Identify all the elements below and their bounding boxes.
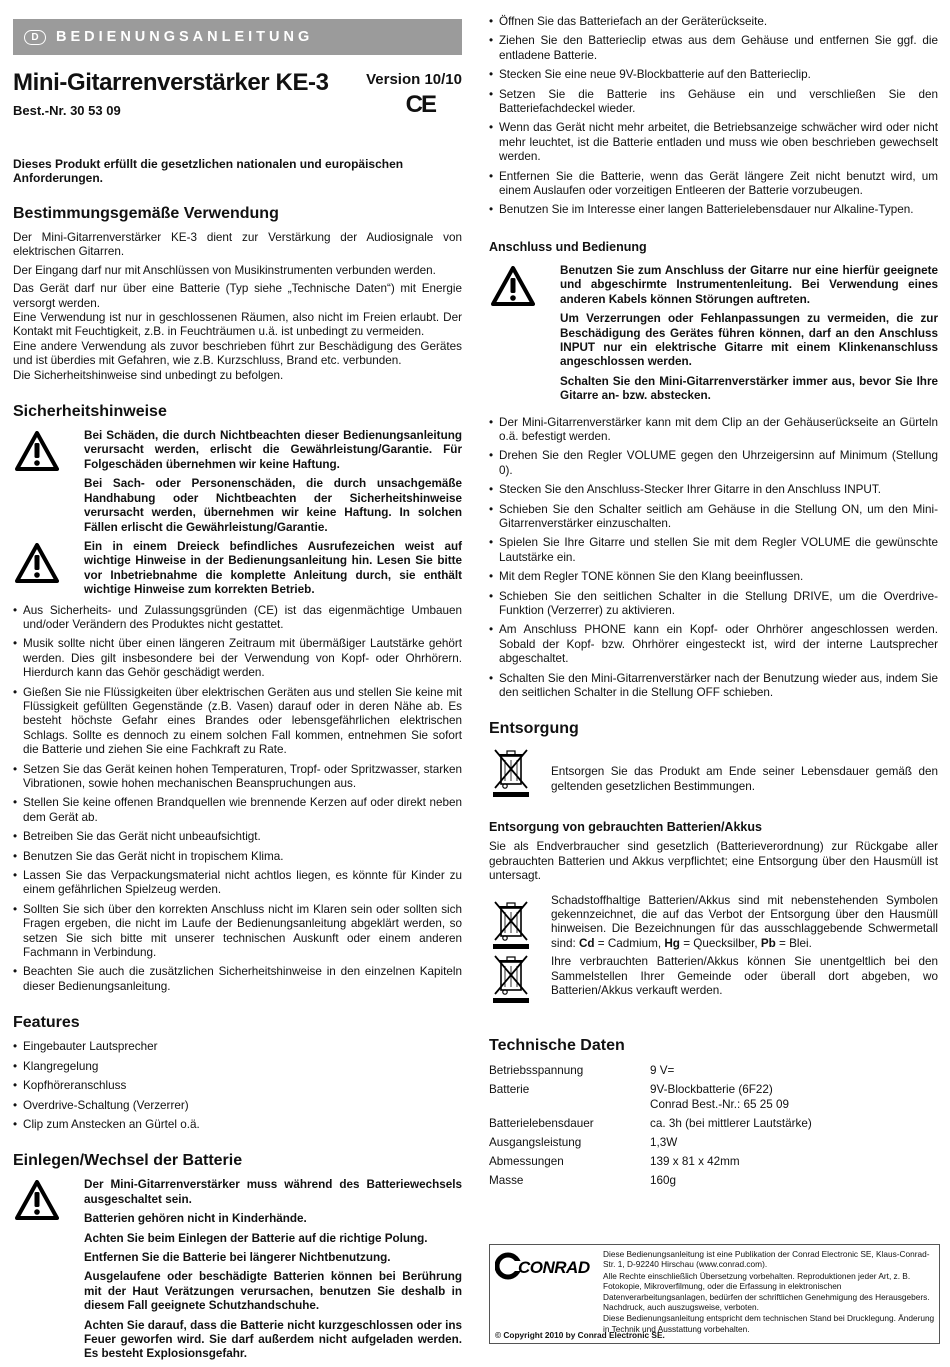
list-item: • Benutzen Sie das Gerät nicht in tropischem Klima. [13, 850, 462, 864]
list-item: • Wenn das Gerät nicht mehr arbeitet, die Betriebsanzeige schwächer wird oder nicht mehr leuchtet, ist die Batterie entladen und muss wie oben beschrieben gewechselt werden. [489, 121, 938, 164]
intended-use-p2: Der Eingang darf nur mit Anschlüssen von Musikinstrumenten verbunden werden. [13, 263, 436, 277]
list-item: • Mit dem Regler TONE können Sie den Klang beeinflussen. [489, 570, 938, 584]
footer-text-1: Diese Bedienungsanleitung ist eine Publikation der Conrad Electronic SE, Klaus-Conrad-Str. 1, D-92240 Hirschau (www.conrad.com). [603, 1249, 930, 1270]
warning-triangle-icon [15, 431, 59, 471]
battery-disposal-heading: Entsorgung von gebrauchten Batterien/Akkus [489, 820, 762, 835]
battery-return-text: Ihre verbrauchten Batterien/Akkus können Sie unentgeltlich bei den Sammelstellen Ihrer Gemeinde oder überall dort abgeben, wo Batterien/Akkus verkauft werden. [551, 955, 938, 998]
connection-heading: Anschluss und Bedienung [489, 239, 647, 254]
list-item: • Sollten Sie sich über den korrekten Anschluss nicht im Klaren sein oder sollten sich Fragen ergeben, die nicht im Laufe der Bedienungsanleitung abgeklärt werden, so setzen Sie sich bitte mit unserer technischen Auskunft oder einem anderen Fachmann in Verbindung. [13, 903, 462, 961]
intended-use-p4: Eine Verwendung ist nur in geschlossenen Räumen, also nicht im Freien erlaubt. Der Kontakt mit Feuchtigkeit, z.B. in Feuchträumen u.ä. ist unbedingt zu vermeiden. [13, 311, 462, 339]
connection-warning-3: Schalten Sie den Mini-Gitarrenverstärker immer aus, bevor Sie Ihre Gitarre an- bzw. abstecken. [560, 374, 938, 403]
features-list [13, 1040, 462, 1132]
list-item: • Betreiben Sie das Gerät nicht unbeaufsichtigt. [13, 830, 462, 844]
table-row: Batterielebensdauer ca. 3h (bei mittlerer Lautstärke) [489, 1116, 812, 1130]
order-number: Best.-Nr. 30 53 09 [13, 103, 121, 118]
list-item: • Benutzen Sie im Interesse einer langen Batterielebensdauer nur Alkaline-Typen. [489, 203, 938, 217]
warning-triangle-icon [491, 266, 535, 306]
list-item: • Der Mini-Gitarrenverstärker kann mit dem Clip an der Gehäuserückseite an Gürteln o.ä. befestigt werden. [489, 416, 938, 445]
list-item: • Lassen Sie das Verpackungsmaterial nicht achtlos liegen, es könnte für Kinder zu einem gefährlichen Spielzeug werden. [13, 869, 462, 898]
footer-text-3: Diese Bedienungsanleitung entspricht dem technischen Stand bei Drucklegung. Änderung in Technik und Ausstattung vorbehalten. [603, 1313, 935, 1334]
battery-disposal-block [489, 894, 938, 999]
product-title: Mini-Gitarrenverstärker KE-3 [13, 69, 329, 96]
battery-disposal-text: Sie als Endverbraucher sind gesetzlich (Batterieverordnung) zur Rückgabe aller gebrauchten Batterien und Akkus verpflichtet; eine Entsorgung über den Hausmüll ist untersagt. [489, 840, 938, 883]
warning-triangle-icon [15, 543, 59, 583]
list-item: • Schieben Sie den Schalter seitlich am Gehäuse in die Stellung ON, um den Mini-Gitarrenverstärker einzuschalten. [489, 503, 938, 532]
list-item: • Aus Sicherheits- und Zulassungsgründen (CE) ist das eigenmächtige Umbauen und/oder Verändern des Produktes nicht gestattet. [13, 604, 462, 633]
conformity-statement: Dieses Produkt erfüllt die gesetzlichen nationalen und europäischen Anforderungen. [13, 157, 404, 185]
battery-heading: Einlegen/Wechsel der Batterie [13, 1152, 243, 1170]
connection-steps-list [489, 416, 938, 701]
connection-warning-2: Um Verzerrungen oder Fehlanpassungen zu vermeiden, die zur Beschädigung des Gerätes führen können, darf an den Anschluss INPUT nur ein elektrische Gitarre mit einem Klinkenanschluss angeschlossen werden. [560, 312, 938, 369]
list-item: • Am Anschluss PHONE kann ein Kopf- oder Ohrhörer angeschlossen werden. Sobald der Kopf- bzw. Ohrhörer eingesteckt ist, wird der interne Lautsprecher abgeschaltet. [489, 623, 938, 666]
list-item: • Musik sollte nicht über einen längeren Zeitraum mit übermäßiger Lautstärke gehört werden. Dies gilt insbesondere bei der Verwendung von Kopf- oder Ohrhörern. Hierdurch kann das Gehör geschädigt werden. [13, 637, 462, 680]
table-row: Betriebsspannung 9 V= [489, 1063, 675, 1077]
ce-mark: CE [405, 91, 435, 118]
battery-warning-6: Achten Sie darauf, dass die Batterie nicht kurzgeschlossen oder ins Feuer geworfen wird. Sie darf außerdem nicht aufgeladen werden. Es besteht Explosionsgefahr. [84, 1318, 462, 1361]
version-label: Version 10/10 [366, 71, 462, 88]
publisher-notes [603, 1249, 935, 1335]
battery-warning-1: Der Mini-Gitarrenverstärker muss während des Batteriewechsels ausgeschaltet sein. [84, 1178, 462, 1206]
disposal-heading: Entsorgung [489, 720, 579, 738]
battery-warning-5: Ausgelaufene oder beschädigte Batterien können bei Berührung mit der Haut Verätzungen verursachen, benutzen Sie deshalb in diesem Fall geeignete Schutzhandschuhe. [84, 1270, 462, 1313]
warning-triangle-icon [15, 1180, 59, 1220]
intended-use-p1: Der Mini-Gitarrenverstärker KE-3 dient zur Verstärkung der Audiosignale von elektrischen Gitarren. [13, 231, 462, 259]
list-item: • Entfernen Sie die Batterie, wenn das Gerät längere Zeit nicht benutzt wird, um einem Auslaufen oder vorzeitigen Entleeren der Batterie vorzubeugen. [489, 170, 938, 199]
safety-warning-block [13, 429, 462, 597]
pollutant-notice: Schadstoffhaltige Batterien/Akkus sind mit nebenstehenden Symbolen gekennzeichnet, die auf das Verbot der Entsorgung über den Hausmüll hinweisen. Die Bezeichnungen für das ausschlaggebende Schwermetall sind: Cd = Cadmium, Hg = Quecksilber, Pb = Blei. [551, 893, 938, 950]
disposal-product-text: Entsorgen Sie das Produkt am Ende seiner Lebensdauer gemäß den geltenden gesetzlichen Bestimmungen. [551, 765, 938, 793]
list-item: • Gießen Sie nie Flüssigkeiten über elektrischen Geräten aus und stellen Sie keine mit Flüssigkeit gefüllten Gegenstände (z.B. Vasen) darauf oder in deren Nähe ab. Es besteht höchste Gefahr eines Brandes oder lebensgefährlichen elektrischen Schlags. Sollte es dennoch zu einem solchen Fall kommen, entnehmen Sie sofort die Batterie und ziehen Sie eine Fachkraft zu Rate. [13, 686, 462, 758]
list-item: • Setzen Sie die Batterie ins Gehäuse ein und verschließen Sie den Batteriefachdeckel wieder. [489, 88, 938, 117]
list-item: • Kopfhöreranschluss [13, 1079, 462, 1093]
specs-heading: Technische Daten [489, 1036, 625, 1054]
list-item: • Schieben Sie den seitlichen Schalter in die Stellung DRIVE, um die Overdrive-Funktion (Verzerrer) zu aktivieren. [489, 590, 938, 619]
crossed-bin-icon [490, 746, 532, 798]
connection-warning-1: Benutzen Sie zum Anschluss der Gitarre nur eine hierfür geeignete und abgeschirmte Instrumentenleitung. Bei Verwendung eines anderen Kabels können Störungen auftreten. [560, 263, 938, 306]
left-column [13, 0, 462, 1367]
list-item: • Spielen Sie Ihre Gitarre und stellen Sie mit dem Regler VOLUME die gewünschte Lautstärke ein. [489, 536, 938, 565]
conrad-logo [495, 1251, 594, 1281]
battery-steps-list [489, 15, 938, 218]
publisher-footer [489, 1244, 940, 1344]
list-item: • Stecken Sie den Anschluss-Stecker Ihrer Gitarre in den Anschluss INPUT. [489, 483, 938, 497]
list-item: • Setzen Sie das Gerät keinen hohen Temperaturen, Tropf- oder Spritzwasser, starken Vibrationen, sowie hohen mechanischen Beanspruchungen aus. [13, 763, 462, 792]
list-item: • Ziehen Sie den Batterieclip etwas aus dem Gehäuse und entfernen Sie ggf. die entladene Batterie. [489, 34, 938, 63]
safety-warning-1: Bei Schäden, die durch Nichtbeachten dieser Bedienungsanleitung verursacht werden, erlischt die Gewährleistung/Garantie. Für Folgeschäden übernehmen wir keine Haftung. [84, 429, 462, 471]
list-item: • Schalten Sie den Mini-Gitarrenverstärker nach der Benutzung wieder aus, indem Sie den seitlichen Schalter in die Stellung OFF schieben. [489, 672, 938, 701]
safety-warning-2: Bei Sach- oder Personenschäden, die durch unsachgemäße Handhabung oder Nichtbeachten der Sicherheitshinweise verursacht werden, übernehmen wir keine Haftung. In solchen Fällen erlischt die Gewährleistung/Garantie. [84, 477, 462, 534]
disposal-product-block [489, 746, 938, 806]
safety-list [13, 604, 462, 995]
manual-header-bar [13, 19, 462, 55]
list-item: • Beachten Sie auch die zusätzlichen Sicherheitshinweise in den einzelnen Kapiteln dieser Bedienungsanleitung. [13, 965, 462, 994]
battery-warning-2: Batterien gehören nicht in Kinderhände. [84, 1212, 307, 1226]
title-block [13, 69, 462, 123]
svg-text:CONRAD: CONRAD [518, 1258, 590, 1277]
manual-header-label: BEDIENUNGSANLEITUNG [56, 29, 314, 45]
intended-use-heading: Bestimmungsgemäße Verwendung [13, 205, 279, 222]
list-item: • Drehen Sie den Regler VOLUME gegen den Uhrzeigersinn auf Minimum (Stellung 0). [489, 449, 938, 478]
list-item: • Stecken Sie eine neue 9V-Blockbatterie auf den Batterieclip. [489, 68, 938, 82]
battery-warning-3: Achten Sie beim Einlegen der Batterie auf die richtige Polung. [84, 1231, 428, 1245]
table-row: Ausgangsleistung 1,3W [489, 1135, 678, 1149]
specs-table [489, 1063, 812, 1188]
safety-warning-3: Ein in einem Dreieck befindliches Ausrufezeichen weist auf wichtige Hinweise in der Bedienungsanleitung hin. Lesen Sie bitte vor Inbetriebnahme die komplette Anleitung durch, sie enthält wichtige Hinweise zum korrekten Betrieb. [84, 539, 462, 597]
battery-warning-block [13, 1178, 462, 1361]
list-item: • Overdrive-Schaltung (Verzerrer) [13, 1099, 462, 1113]
connection-warning-block [489, 264, 938, 404]
copyright: © Copyright 2010 by Conrad Electronic SE. [495, 1330, 665, 1340]
safety-heading: Sicherheitshinweise [13, 403, 167, 421]
table-row: Conrad Best.-Nr.: 65 25 09 [650, 1097, 790, 1111]
intended-use-p6: Die Sicherheitshinweise sind unbedingt zu befolgen. [13, 368, 284, 382]
features-heading: Features [13, 1014, 80, 1032]
intended-use-p5: Eine andere Verwendung als zuvor beschrieben führt zur Beschädigung des Gerätes und ist überdies mit Gefahren, wie z.B. Kurzschluss, Brand etc. verbunden. [13, 339, 462, 368]
intended-use-p3: Das Gerät darf nur über eine Batterie (Typ siehe „Technische Daten“) mit Energie versorgt werden. [13, 282, 462, 310]
table-row: Masse 160g [489, 1173, 677, 1187]
list-item: • Klangregelung [13, 1060, 462, 1074]
battery-warning-4: Entfernen Sie die Batterie bei längerer Nichtbenutzung. [84, 1250, 391, 1264]
footer-text-2: Alle Rechte einschließlich Übersetzung vorbehalten. Reproduktionen jeder Art, z. B. Fotokopie, Mikroverfilmung, oder die Erfassung in elektronischen Datenverarbeitungsanlagen, bedürfen der schriftlichen Genehmigung des Herausgebers. Nachdruck, auch auszugsweise, verboten. [603, 1270, 930, 1313]
crossed-bin-icon [490, 952, 532, 1004]
table-row: Batterie 9V-Blockbatterie (6F22) [489, 1082, 773, 1096]
list-item: • Clip zum Anstecken an Gürtel o.ä. [13, 1118, 462, 1132]
list-item: • Stellen Sie keine offenen Brandquellen wie brennende Kerzen auf oder direkt neben dem Gerät ab. [13, 796, 462, 825]
language-badge: D [24, 30, 46, 45]
table-row: Abmessungen 139 x 81 x 42mm [489, 1154, 740, 1168]
right-column [489, 0, 938, 1188]
list-item: • Eingebauter Lautsprecher [13, 1040, 462, 1054]
list-item: • Öffnen Sie das Batteriefach an der Geräterückseite. [489, 15, 938, 29]
crossed-bin-icon [490, 898, 532, 950]
